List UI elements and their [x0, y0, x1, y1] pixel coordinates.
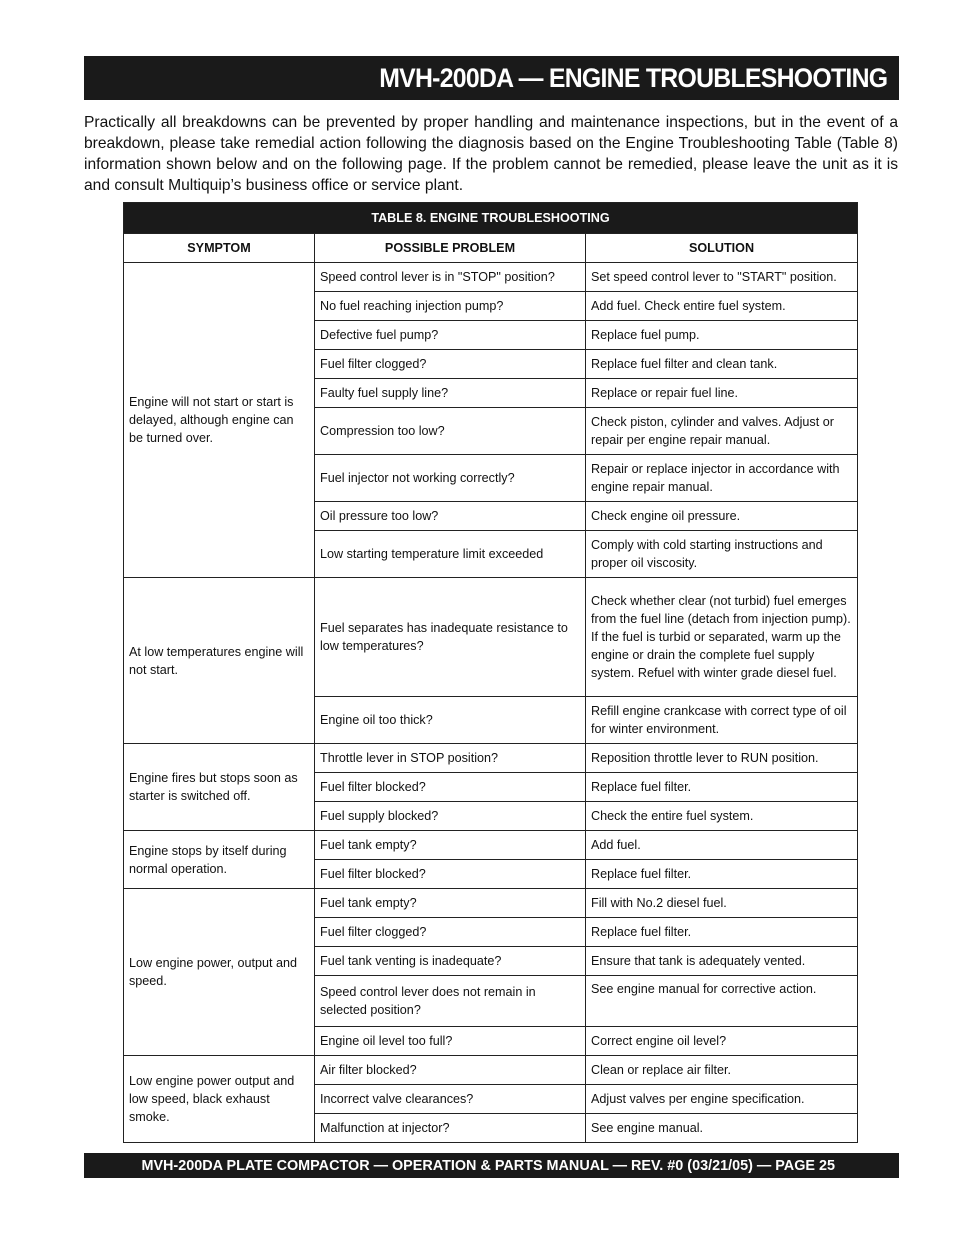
symptom-cell: Engine will not start or start is delayed, although engine can be turned over.: [124, 263, 315, 578]
solution-cell: Check engine oil pressure.: [586, 502, 858, 531]
solution-cell: Fill with No.2 diesel fuel.: [586, 889, 858, 918]
solution-cell: Repair or replace injector in accordance with engine repair manual.: [586, 455, 858, 502]
solution-cell: Correct engine oil level?: [586, 1027, 858, 1056]
solution-cell: Replace fuel filter.: [586, 860, 858, 889]
problem-cell: Fuel tank venting is inadequate?: [315, 947, 586, 976]
symptom-cell: Engine fires but stops soon as starter is switched off.: [124, 744, 315, 831]
page-title-bar: [84, 56, 899, 100]
solution-cell: Adjust valves per engine specification.: [586, 1085, 858, 1114]
problem-cell: Fuel tank empty?: [315, 889, 586, 918]
problem-cell: Fuel injector not working correctly?: [315, 455, 586, 502]
symptom-cell: Low engine power output and low speed, black exhaust smoke.: [124, 1056, 315, 1143]
problem-cell: Engine oil too thick?: [315, 697, 586, 744]
problem-cell: Air filter blocked?: [315, 1056, 586, 1085]
solution-cell: Replace fuel filter and clean tank.: [586, 350, 858, 379]
problem-cell: Fuel tank empty?: [315, 831, 586, 860]
solution-cell: Reposition throttle lever to RUN position.: [586, 744, 858, 773]
table-row: [124, 889, 858, 918]
solution-cell: Add fuel. Check entire fuel system.: [586, 292, 858, 321]
solution-cell: Check piston, cylinder and valves. Adjust or repair per engine repair manual.: [586, 408, 858, 455]
solution-cell: Check the entire fuel system.: [586, 802, 858, 831]
problem-cell: Compression too low?: [315, 408, 586, 455]
problem-cell: Incorrect valve clearances?: [315, 1085, 586, 1114]
solution-cell: See engine manual.: [586, 1114, 858, 1143]
problem-cell: Throttle lever in STOP position?: [315, 744, 586, 773]
intro-paragraph: Practically all breakdowns can be prevented by proper handling and maintenance inspections, but in the event of a breakdown, please take remedial action following the diagnosis based on the Engine Troubleshooting Table (Table 8) information shown below and on the following page. If the problem cannot be remedied, please leave the unit as it is and consult Multiquip’s business office or service plant.: [84, 114, 898, 194]
table-row: [124, 831, 858, 860]
solution-cell: Comply with cold starting instructions and proper oil viscosity.: [586, 531, 858, 578]
problem-cell: Fuel filter blocked?: [315, 860, 586, 889]
problem-cell: Low starting temperature limit exceeded: [315, 531, 586, 578]
solution-cell: See engine manual for corrective action.: [586, 976, 858, 1027]
page-footer: [84, 1153, 899, 1178]
problem-cell: Fuel filter clogged?: [315, 350, 586, 379]
problem-cell: No fuel reaching injection pump?: [315, 292, 586, 321]
solution-cell: Replace or repair fuel line.: [586, 379, 858, 408]
table-row: [124, 578, 858, 697]
table-row: [124, 1056, 858, 1085]
solution-cell: Refill engine crankcase with correct type of oil for winter environment.: [586, 697, 858, 744]
problem-cell: Speed control lever does not remain in selected position?: [315, 976, 586, 1027]
column-header-symptom: SYMPTOM: [124, 234, 315, 263]
solution-cell: Clean or replace air filter.: [586, 1056, 858, 1085]
table-caption: TABLE 8. ENGINE TROUBLESHOOTING: [124, 203, 858, 234]
page-title: MVH-200DA — ENGINE TROUBLESHOOTING: [378, 62, 887, 93]
problem-cell: Defective fuel pump?: [315, 321, 586, 350]
solution-cell: Add fuel.: [586, 831, 858, 860]
column-header-possible-problem: POSSIBLE PROBLEM: [315, 234, 586, 263]
footer-text: MVH-200DA PLATE COMPACTOR — OPERATION & PARTS MANUAL — REV. #0 (03/21/05) — PAGE 25: [141, 1157, 835, 1174]
table-row: [124, 744, 858, 773]
table-row: [124, 263, 858, 292]
solution-cell: Replace fuel filter.: [586, 773, 858, 802]
problem-cell: Faulty fuel supply line?: [315, 379, 586, 408]
engine-troubleshooting-table: [123, 202, 858, 1143]
solution-cell: Set speed control lever to "START" position.: [586, 263, 858, 292]
problem-cell: Fuel filter clogged?: [315, 918, 586, 947]
symptom-cell: Low engine power, output and speed.: [124, 889, 315, 1056]
problem-cell: Speed control lever is in "STOP" position?: [315, 263, 586, 292]
solution-cell: Ensure that tank is adequately vented.: [586, 947, 858, 976]
symptom-cell: Engine stops by itself during normal operation.: [124, 831, 315, 889]
symptom-cell: At low temperatures engine will not start.: [124, 578, 315, 744]
solution-cell: Replace fuel filter.: [586, 918, 858, 947]
solution-cell: Check whether clear (not turbid) fuel emerges from the fuel line (detach from injection pump). If the fuel is turbid or separated, warm up the engine or drain the complete fuel supply system. Refuel with winter grade diesel fuel.: [586, 578, 858, 697]
problem-cell: Fuel separates has inadequate resistance to low temperatures?: [315, 578, 586, 697]
problem-cell: Fuel supply blocked?: [315, 802, 586, 831]
solution-cell: Replace fuel pump.: [586, 321, 858, 350]
problem-cell: Engine oil level too full?: [315, 1027, 586, 1056]
problem-cell: Oil pressure too low?: [315, 502, 586, 531]
problem-cell: Fuel filter blocked?: [315, 773, 586, 802]
problem-cell: Malfunction at injector?: [315, 1114, 586, 1143]
column-header-solution: SOLUTION: [586, 234, 858, 263]
